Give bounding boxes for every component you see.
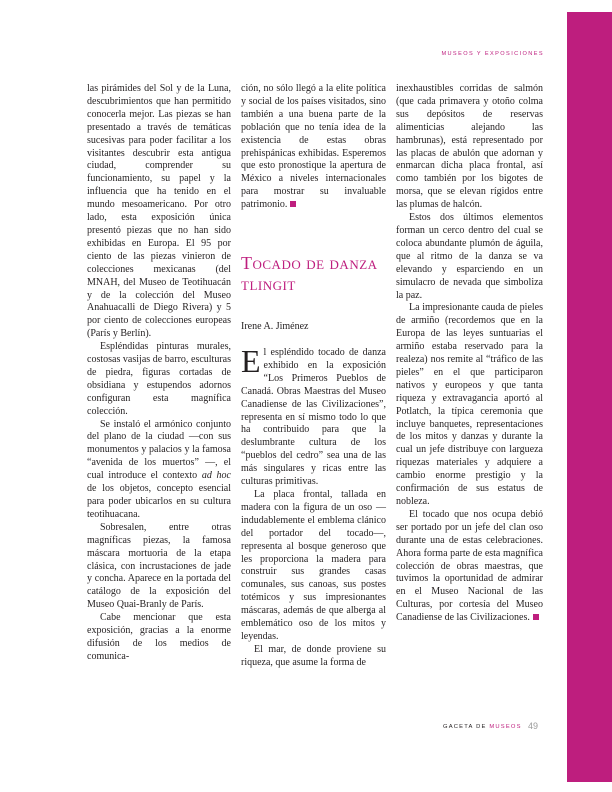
paragraph <box>87 419 231 522</box>
magenta-side-bar <box>567 12 612 782</box>
drop-cap: E <box>241 343 261 379</box>
paragraph-text: ción, no sólo llegó a la elite política y social de los países visitados, sino también a una buena parte de la población que no tenía idea de la existencia de estas obras prehispánicas exhibidas. Esperemos que esto pronostique la apertura de México a niveles internacionales para mostrar su invaluable patrimonio. <box>241 83 386 211</box>
footer-brand: MUSEOS <box>489 724 522 730</box>
article-title: Tocado de danza tlingit <box>241 253 378 294</box>
paragraph-text: de los objetos, concepto esencial para poder ubicarlos en su cultura teotihuacana. <box>87 483 231 520</box>
paragraph: Estos dos últimos elementos forman un cerco dentro del cual se coloca abundante plumón de águila, que al ritmo de la danza se va elevando y esparciendo en un simulacro de nevada que simboliza la paz. <box>396 212 543 301</box>
paragraph: Sobresalen, entre otras magníficas piezas, la famosa máscara mortuoria de la etapa clásica, con incrustaciones de jade y concha. Aparece en la portada del catálogo de la exposición del Museo Quai-Branly de París. <box>87 521 231 611</box>
paragraph: inexhaustibles corridas de salmón (que cada primavera y otoño colma sus depósitos de reservas alimenticias alejando las hambrunas), está representado por las placas de abulón que adornan y enmarcan dicha placa frontal, así como también por los bigotes de morsa, que se elevan rígidos entre las plumas de halcón. <box>396 83 543 211</box>
paragraph: Cabe mencionar que esta exposición, gracias a la enorme difusión de los medios de comunica- <box>87 612 231 662</box>
paragraph <box>241 83 386 212</box>
paragraph-text: Se instaló el armónico conjunto del plano de la ciudad —con sus monumentos y palacios y la famosa “avenida de los muertos” —, el cual introduce el contexto <box>87 418 231 482</box>
end-mark-icon <box>290 201 296 207</box>
column-2-top <box>241 83 386 212</box>
paragraph: El mar, de donde proviene su riqueza, que asume la forma de <box>241 643 386 668</box>
paragraph <box>241 343 386 489</box>
footer-publication <box>443 724 522 730</box>
paragraph: La impresionante cauda de pieles de armiño (recordemos que en la Europa de las leyes suntuarias el armiño estaba reservado para la realeza) nos remite al “tráfico de las pieles” en el que participaron nativos y europeos y que tanta riqueza y extravagancia aportó al Potlatch, la típica ceremonia que incluye banquetes, representaciones de los mitos y danzas y durante la cual un jefe distribuye con largueza riquezas materiales y adquiere a cambio enorme prestigio y la confirmación de sus estatus de nobleza. <box>396 302 543 507</box>
column-3 <box>396 83 543 625</box>
section-header: MUSEOS Y EXPOSICIONES <box>441 51 544 57</box>
paragraph: Espléndidas pinturas murales, costosas vasijas de barro, esculturas de piedra, figuras cortadas de obsidiana y estupendos adornos configuran esta magnífica colección. <box>87 341 231 417</box>
paragraph <box>396 509 543 625</box>
column-2-bottom <box>241 343 386 670</box>
italic-phrase: ad hoc <box>201 470 231 482</box>
column-1 <box>87 83 231 664</box>
paragraph: las pirámides del Sol y de la Luna, descubrimientos que han permitido conocerla mejor. Las piezas se han presentado a través de temáticas sucesivas para poder facilitar a los visitantes descubrir esta antigua ciudad, comprender su funcionamiento, su papel y la influencia que ha tenido en el mundo mesoamericano. Por otro lado, esta exposición única presentó piezas que no han sido exhibidas en Europa. El 95 por ciento de las piezas vinieron de colecciones mexicanas (del MNAH, del Museo de Teotihuacán y de la colección del Museo Anahuacalli de Diego Rivera) y 5 por ciento de colecciones europeas (París y Berlín). <box>87 83 231 340</box>
paragraph-text: El tocado que nos ocupa debió ser portado por un jefe del clan oso durante una de estas celebraciones. Ahora forma parte de esta magnífica colección de obras maestras, que tuvimos la oportunidad de admirar en el Museo Nacional de las Culturas, por cortesía del Museo Canadiense de las Civilizaciones. <box>396 508 543 624</box>
paragraph: La placa frontal, tallada en madera con la figura de un oso —indudablemente el emblema clánico del portador del tocado—, representa al bosque generoso que les proporciona la madera para construir sus grandes casas comunales, sus canoas, sus postes totémicos y sus impresionantes máscaras, además de que alberga al emblemático oso de los mitos y leyendas. <box>241 488 386 642</box>
footer-prefix: GACETA DE <box>443 724 490 730</box>
end-mark-icon <box>533 614 539 620</box>
page-number: 49 <box>528 721 539 731</box>
article-author: Irene A. Jiménez <box>241 321 309 332</box>
paragraph-text: l espléndido tocado de danza exhibido en la exposición “Los Primeros Pueblos de Canadá. Obras Maestras del Museo Canadiense de las Civilizaciones”, representa en sí mismo todo lo que ha contribuido para que la deslumbrante cultura de los “pueblos del cedro” sea una de las más singulares y ricas entre las culturas primitivas. <box>241 347 386 488</box>
